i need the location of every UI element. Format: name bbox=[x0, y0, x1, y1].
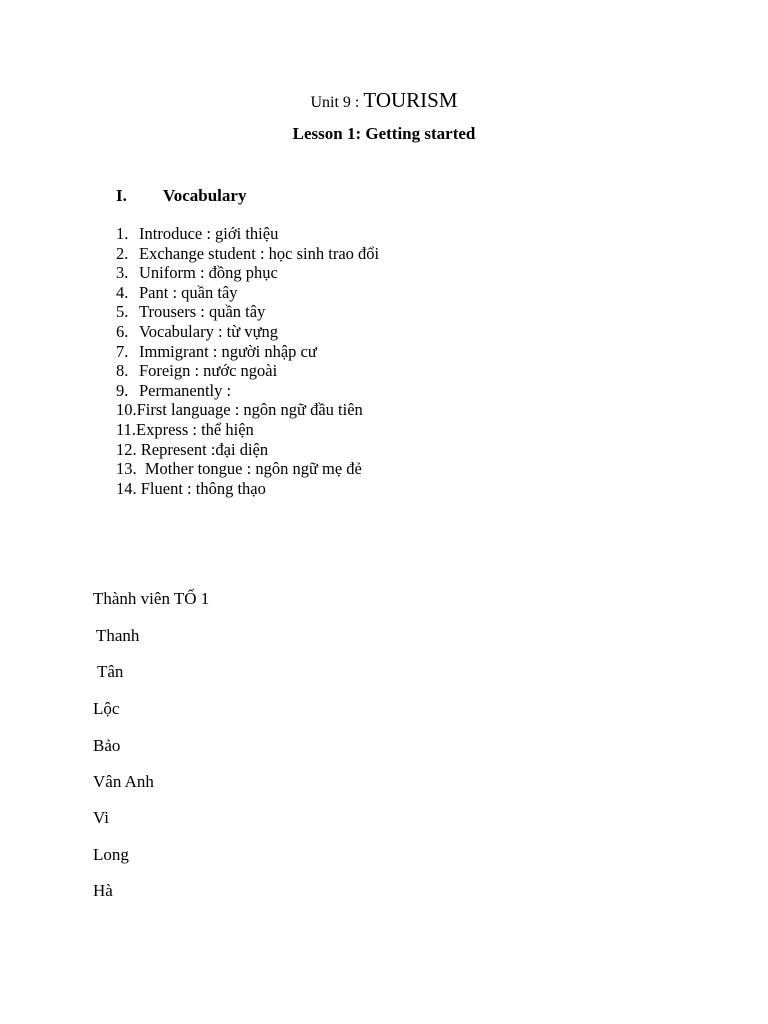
members-title: Thành viên TỐ 1 bbox=[93, 589, 210, 608]
vocab-item bbox=[116, 459, 379, 479]
vocab-text: Trousers : quần tây bbox=[139, 302, 266, 322]
vocab-item bbox=[116, 420, 379, 440]
member-name: Tân bbox=[97, 662, 124, 681]
vocab-text: Immigrant : người nhập cư bbox=[139, 341, 317, 361]
unit-name: TOURISM bbox=[363, 88, 458, 112]
vocab-text: Permanently : bbox=[139, 380, 232, 400]
vocab-item bbox=[116, 361, 379, 381]
vocab-text: Pant : quần tây bbox=[139, 282, 238, 302]
vocab-number: 11. bbox=[116, 419, 137, 439]
vocab-number: 13. bbox=[116, 459, 137, 479]
vocab-item bbox=[116, 263, 379, 283]
vocab-number: 3. bbox=[116, 263, 129, 283]
vocab-number: 14. bbox=[116, 478, 137, 498]
vocab-item bbox=[116, 224, 379, 244]
vocab-number: 1. bbox=[116, 224, 129, 243]
vocab-item bbox=[116, 322, 379, 342]
vocab-item bbox=[116, 283, 379, 303]
vocab-number: 12. bbox=[116, 439, 137, 459]
vocab-item bbox=[116, 479, 379, 499]
vocab-text: Fluent : thông thạo bbox=[136, 478, 266, 498]
vocab-number: 2. bbox=[116, 243, 129, 263]
vocab-item bbox=[116, 400, 379, 420]
member-name: Long bbox=[93, 845, 129, 864]
vocab-item bbox=[116, 244, 379, 264]
lesson-title: Lesson 1: Getting started bbox=[292, 124, 476, 143]
member-name: Hà bbox=[93, 881, 113, 900]
member-name: Vi bbox=[93, 808, 109, 827]
vocab-item bbox=[116, 440, 379, 460]
vocab-text: Vocabulary : từ vựng bbox=[139, 321, 279, 341]
vocab-text: Introduce : giới thiệu bbox=[139, 224, 279, 243]
vocab-text: Express : thể hiện bbox=[136, 419, 254, 439]
vocab-number: 4. bbox=[116, 282, 129, 302]
vocab-item bbox=[116, 342, 379, 362]
section-title: Vocabulary bbox=[163, 186, 247, 205]
vocab-number: 6. bbox=[116, 321, 129, 341]
vocabulary-list bbox=[116, 224, 379, 498]
unit-title bbox=[0, 88, 768, 113]
vocab-text: Uniform : đồng phục bbox=[139, 263, 278, 283]
vocab-item bbox=[116, 302, 379, 322]
member-name: Bảo bbox=[93, 736, 121, 755]
vocab-number: 10. bbox=[116, 400, 137, 420]
vocab-text: First language : ngôn ngữ đầu tiên bbox=[136, 400, 363, 420]
vocab-number: 8. bbox=[116, 361, 129, 381]
member-name: Lộc bbox=[93, 699, 120, 718]
member-name: Thanh bbox=[96, 626, 140, 645]
member-name: Vân Anh bbox=[93, 772, 154, 791]
vocab-text: Exchange student : học sinh trao đổi bbox=[139, 243, 380, 263]
vocab-text: Represent :đại diện bbox=[136, 439, 269, 459]
vocab-number: 9. bbox=[116, 380, 129, 400]
unit-prefix: Unit 9 : bbox=[310, 94, 364, 111]
section-numeral: I. bbox=[116, 186, 127, 205]
vocab-text: Foreign : nước ngoài bbox=[139, 361, 278, 381]
vocab-number: 5. bbox=[116, 302, 129, 322]
vocab-number: 7. bbox=[116, 341, 129, 361]
vocab-item bbox=[116, 381, 379, 401]
vocab-text: Mother tongue : ngôn ngữ mẹ đẻ bbox=[136, 459, 362, 479]
section-heading bbox=[116, 186, 246, 206]
